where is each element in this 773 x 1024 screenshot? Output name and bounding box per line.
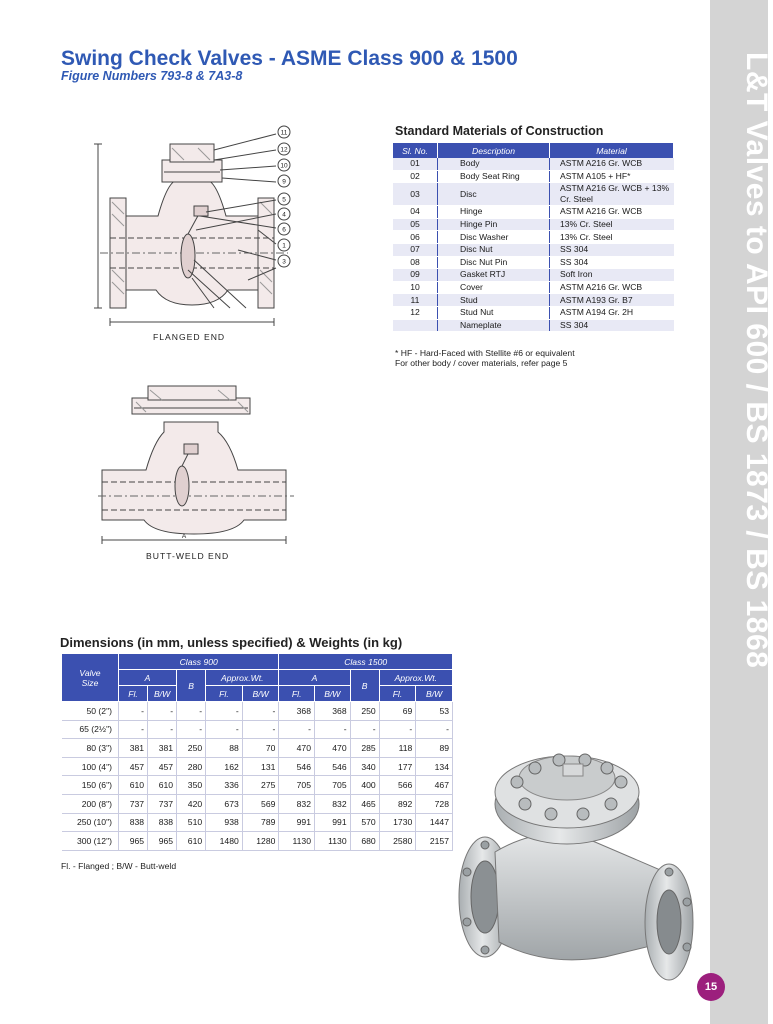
dimensions-cell-value: 832	[279, 794, 315, 813]
dimensions-header-fl: Fl.	[206, 686, 243, 702]
dimensions-cell-value: 162	[206, 757, 243, 776]
materials-row	[393, 269, 674, 282]
dimensions-cell-value: 705	[279, 776, 315, 795]
materials-cell-material: ASTM A216 Gr. WCB	[550, 206, 674, 219]
dimensions-cell-value: 991	[315, 813, 351, 832]
dimensions-cell-value: 131	[242, 757, 279, 776]
dimensions-cell-value: 546	[315, 757, 351, 776]
dimensions-cell-value: 965	[148, 832, 177, 851]
dimensions-cell-value: 610	[148, 776, 177, 795]
dimensions-cell-size: 300 (12")	[62, 832, 119, 851]
materials-cell-material: ASTM A193 Gr. B7	[550, 294, 674, 307]
butt-weld-end-caption: BUTT-WELD END	[146, 551, 230, 561]
materials-cell-description: Hinge Pin	[438, 218, 550, 231]
dimensions-body	[62, 702, 453, 851]
dimensions-cell-value: -	[242, 720, 279, 739]
dimensions-header-class900: Class 900	[119, 654, 279, 670]
dimensions-cell-value: 680	[350, 832, 379, 851]
materials-cell-slno: 07	[393, 243, 438, 256]
materials-cell-slno: 05	[393, 218, 438, 231]
dimensions-header-fl: Fl.	[379, 686, 416, 702]
dimensions-cell-value: 892	[379, 794, 416, 813]
materials-cell-description: Nameplate	[438, 319, 550, 332]
dimensions-header-a-1500: A	[279, 670, 350, 686]
dimensions-row	[62, 813, 453, 832]
materials-cell-description: Disc Nut	[438, 243, 550, 256]
dimensions-cell-size: 80 (3")	[62, 739, 119, 758]
dimensions-cell-value: 1480	[206, 832, 243, 851]
dimensions-cell-value: 991	[279, 813, 315, 832]
materials-note-hardfaced: * HF - Hard-Faced with Stellite #6 or equivalent	[395, 348, 575, 358]
dimensions-cell-value: 381	[148, 739, 177, 758]
dimensions-cell-value: 1130	[279, 832, 315, 851]
dimensions-header-bw: B/W	[148, 686, 177, 702]
materials-cell-slno: 03	[393, 183, 438, 206]
materials-row	[393, 243, 674, 256]
materials-row	[393, 256, 674, 269]
dimensions-cell-value: 838	[148, 813, 177, 832]
dimensions-cell-value: -	[148, 702, 177, 721]
callout-4: 4	[282, 211, 286, 219]
dimensions-cell-value: -	[279, 720, 315, 739]
dimensions-cell-value: 728	[416, 794, 453, 813]
dimensions-cell-value: 177	[379, 757, 416, 776]
materials-notes	[395, 348, 575, 368]
materials-body	[393, 158, 674, 332]
dimensions-header-size: Size	[81, 677, 99, 688]
dimensions-cell-size: 100 (4")	[62, 757, 119, 776]
materials-cell-description: Stud	[438, 294, 550, 307]
dimensions-cell-value: -	[119, 702, 148, 721]
dimensions-header-bw: B/W	[242, 686, 279, 702]
dimensions-header-row-2	[62, 670, 453, 686]
dimensions-cell-value: -	[350, 720, 379, 739]
materials-row	[393, 158, 674, 170]
materials-header-row	[393, 143, 674, 158]
dimensions-header-b-900: B	[177, 670, 206, 702]
materials-cell-material: ASTM A216 Gr. WCB	[550, 158, 674, 170]
dimensions-header-bw: B/W	[416, 686, 453, 702]
materials-cell-slno: 09	[393, 269, 438, 282]
callout-5: 5	[282, 196, 286, 204]
dimensions-cell-value: -	[206, 702, 243, 721]
dimensions-header-wt-1500: Approx.Wt.	[379, 670, 452, 686]
dimensions-title: Dimensions (in mm, unless specified) & Weights (in kg)	[60, 635, 403, 650]
page-subtitle: Figure Numbers 793-8 & 7A3-8	[61, 69, 243, 83]
sidebar-title: L&T Valves to API 600 / BS 1873 / BS 1868	[740, 52, 773, 669]
dimensions-cell-value: 400	[350, 776, 379, 795]
dimensions-cell-value: 285	[350, 739, 379, 758]
dimensions-cell-value: 89	[416, 739, 453, 758]
dimensions-cell-value: 832	[315, 794, 351, 813]
dimensions-row	[62, 776, 453, 795]
materials-cell-description: Cover	[438, 281, 550, 294]
dimensions-cell-value: 250	[350, 702, 379, 721]
dimensions-header-row-1	[62, 654, 453, 670]
dimensions-cell-value: 673	[206, 794, 243, 813]
dimensions-cell-value: 336	[206, 776, 243, 795]
dimensions-cell-value: 250	[177, 739, 206, 758]
dimensions-cell-value: 546	[279, 757, 315, 776]
dimensions-cell-value: 134	[416, 757, 453, 776]
flanged-end-drawing	[88, 120, 303, 332]
materials-cell-description: Hinge	[438, 206, 550, 219]
page-title: Swing Check Valves - ASME Class 900 & 1500	[61, 47, 518, 70]
materials-cell-material: Soft Iron	[550, 269, 674, 282]
dimensions-cell-value: 1730	[379, 813, 416, 832]
dimensions-cell-value: 705	[315, 776, 351, 795]
dimensions-header-a-900: A	[119, 670, 177, 686]
dimensions-row	[62, 720, 453, 739]
callout-6: 6	[282, 226, 286, 234]
callout-3: 3	[282, 258, 286, 266]
materials-cell-material: ASTM A216 Gr. WCB + 13% Cr. Steel	[550, 183, 674, 206]
materials-cell-material: ASTM A216 Gr. WCB	[550, 281, 674, 294]
dimensions-header-wt-900: Approx.Wt.	[206, 670, 279, 686]
dimension-a-label: A	[181, 533, 187, 540]
materials-cell-slno: 12	[393, 306, 438, 319]
dimensions-header-row-3	[62, 686, 453, 702]
dimensions-header-valve-size	[62, 654, 119, 702]
dimensions-cell-value: -	[177, 720, 206, 739]
materials-row	[393, 281, 674, 294]
dimensions-cell-value: -	[315, 720, 351, 739]
materials-cell-description: Gasket RTJ	[438, 269, 550, 282]
dimensions-row	[62, 739, 453, 758]
dimensions-cell-value: 465	[350, 794, 379, 813]
dimensions-header-valve: Valve	[79, 667, 101, 678]
dimensions-cell-value: -	[177, 702, 206, 721]
materials-row	[393, 306, 674, 319]
dimensions-cell-value: -	[148, 720, 177, 739]
materials-cell-material: 13% Cr. Steel	[550, 231, 674, 244]
materials-cell-description: Body	[438, 158, 550, 170]
materials-table	[393, 143, 674, 332]
materials-note-refer: For other body / cover materials, refer page 5	[395, 358, 568, 368]
dimensions-cell-value: 2580	[379, 832, 416, 851]
dimensions-cell-value: 275	[242, 776, 279, 795]
dimensions-cell-value: 420	[177, 794, 206, 813]
materials-cell-description: Disc Washer	[438, 231, 550, 244]
dimensions-cell-value: 570	[350, 813, 379, 832]
materials-header-material: Material	[550, 143, 674, 158]
dimensions-cell-value: -	[206, 720, 243, 739]
dimensions-cell-value: 467	[416, 776, 453, 795]
dimensions-cell-value: 88	[206, 739, 243, 758]
callout-9: 9	[282, 178, 286, 186]
dimensions-cell-value: -	[416, 720, 453, 739]
dimensions-cell-value: 838	[119, 813, 148, 832]
dimensions-cell-value: 1447	[416, 813, 453, 832]
dimensions-cell-value: 69	[379, 702, 416, 721]
dimensions-cell-size: 200 (8")	[62, 794, 119, 813]
dimensions-cell-value: 368	[279, 702, 315, 721]
dimensions-table	[61, 653, 453, 851]
dimensions-cell-value: 2157	[416, 832, 453, 851]
page-number-badge: 15	[697, 973, 725, 1001]
dimensions-note: Fl. - Flanged ; B/W - Butt-weld	[61, 861, 177, 871]
dimensions-cell-value: 53	[416, 702, 453, 721]
dimensions-cell-value: 965	[119, 832, 148, 851]
dimensions-cell-value: 381	[119, 739, 148, 758]
materials-row	[393, 183, 674, 206]
materials-cell-slno: 04	[393, 206, 438, 219]
dimensions-header-fl: Fl.	[119, 686, 148, 702]
dimensions-cell-value: 938	[206, 813, 243, 832]
dimensions-header-fl: Fl.	[279, 686, 315, 702]
materials-row	[393, 231, 674, 244]
materials-cell-slno: 08	[393, 256, 438, 269]
materials-cell-description: Disc Nut Pin	[438, 256, 550, 269]
materials-cell-material: ASTM A105 + HF*	[550, 170, 674, 183]
dimensions-row	[62, 794, 453, 813]
dimensions-cell-size: 150 (6")	[62, 776, 119, 795]
dimensions-cell-value: 510	[177, 813, 206, 832]
materials-row	[393, 206, 674, 219]
dimensions-cell-size: 65 (2½")	[62, 720, 119, 739]
materials-row	[393, 218, 674, 231]
materials-cell-material: SS 304	[550, 319, 674, 332]
dimensions-cell-value: 368	[315, 702, 351, 721]
dimensions-cell-value: 457	[119, 757, 148, 776]
materials-cell-slno: 10	[393, 281, 438, 294]
dimensions-cell-value: 470	[315, 739, 351, 758]
dimensions-header-bw: B/W	[315, 686, 351, 702]
materials-cell-material: ASTM A194 Gr. 2H	[550, 306, 674, 319]
dimensions-cell-value: 350	[177, 776, 206, 795]
dimensions-cell-value: 70	[242, 739, 279, 758]
dimensions-cell-value: 789	[242, 813, 279, 832]
dimensions-cell-value: -	[242, 702, 279, 721]
materials-header-description: Description	[438, 143, 550, 158]
materials-row	[393, 319, 674, 332]
materials-row	[393, 170, 674, 183]
dimensions-header-b-1500: B	[350, 670, 379, 702]
dimensions-cell-value: 566	[379, 776, 416, 795]
dimensions-cell-value: 737	[148, 794, 177, 813]
materials-header-slno: Sl. No.	[393, 143, 438, 158]
materials-cell-description: Stud Nut	[438, 306, 550, 319]
materials-row	[393, 294, 674, 307]
materials-cell-material: 13% Cr. Steel	[550, 218, 674, 231]
dimensions-cell-value: 569	[242, 794, 279, 813]
dimensions-row	[62, 832, 453, 851]
dimensions-cell-value: 1280	[242, 832, 279, 851]
callout-11: 11	[280, 129, 288, 137]
materials-cell-slno: 06	[393, 231, 438, 244]
dimensions-cell-size: 50 (2")	[62, 702, 119, 721]
materials-title: Standard Materials of Construction	[395, 124, 604, 138]
dimensions-cell-value: 457	[148, 757, 177, 776]
dimensions-cell-value: 1130	[315, 832, 351, 851]
dimensions-cell-value: 610	[177, 832, 206, 851]
dimensions-row	[62, 757, 453, 776]
butt-weld-end-drawing	[98, 382, 294, 548]
flanged-end-caption: FLANGED END	[153, 332, 226, 342]
valve-product-image	[455, 742, 700, 992]
materials-cell-description: Body Seat Ring	[438, 170, 550, 183]
dimensions-cell-value: -	[119, 720, 148, 739]
materials-cell-description: Disc	[438, 183, 550, 206]
callout-12: 12	[280, 146, 288, 154]
dimensions-cell-value: 737	[119, 794, 148, 813]
dimensions-cell-value: 610	[119, 776, 148, 795]
dimensions-cell-size: 250 (10")	[62, 813, 119, 832]
materials-cell-slno	[393, 319, 438, 332]
materials-cell-slno: 02	[393, 170, 438, 183]
dimensions-header-class1500: Class 1500	[279, 654, 453, 670]
callout-10: 10	[280, 162, 288, 170]
dimensions-row	[62, 702, 453, 721]
dimensions-cell-value: 280	[177, 757, 206, 776]
dimensions-cell-value: -	[379, 720, 416, 739]
materials-cell-material: SS 304	[550, 243, 674, 256]
materials-cell-slno: 01	[393, 158, 438, 170]
dimensions-cell-value: 340	[350, 757, 379, 776]
callout-1: 1	[282, 242, 286, 250]
dimensions-cell-value: 470	[279, 739, 315, 758]
materials-cell-material: SS 304	[550, 256, 674, 269]
materials-cell-slno: 11	[393, 294, 438, 307]
dimensions-cell-value: 118	[379, 739, 416, 758]
